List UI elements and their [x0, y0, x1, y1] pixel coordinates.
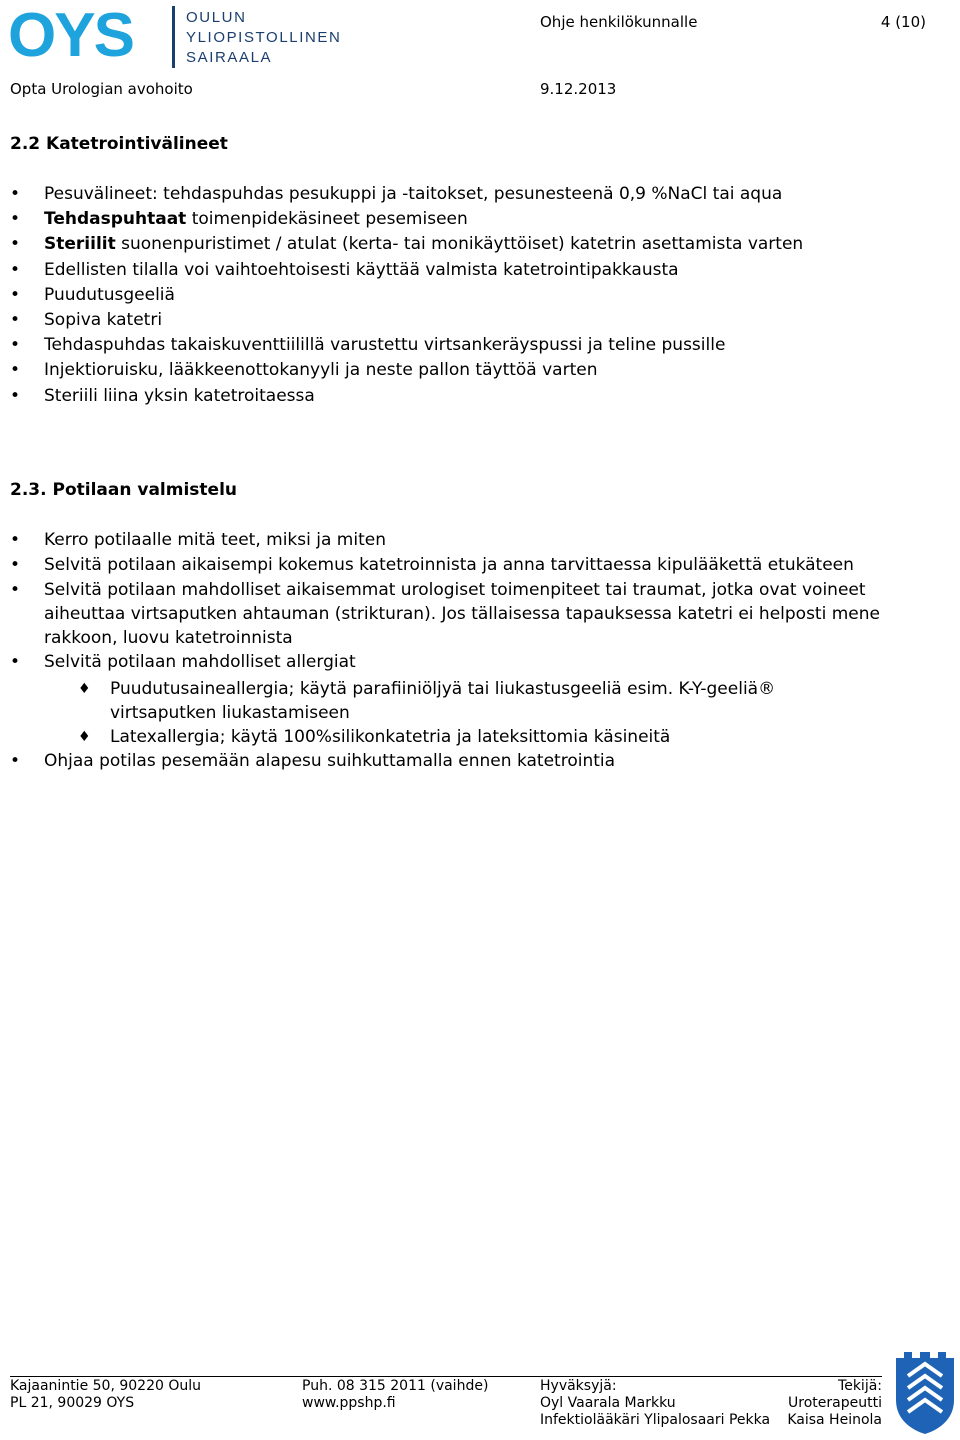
list-item: • Selvitä potilaan mahdolliset aikaisemmat urologiset toimenpiteet tai traumat, jotka ovat voineet aiheuttaa virtsaputken ahtauman (strikturan). Jos tällaisessa tapauksessa katetri ei helposti mene rakkoon, luovu katetroinnista: [10, 578, 890, 650]
list-item: • Pesuvälineet: tehdaspuhdas pesukuppi ja -taitokset, pesunesteenä 0,9 %NaCl tai aqua: [10, 182, 940, 207]
footer-address-line-1: Kajaanintie 50, 90220 Oulu: [10, 1378, 201, 1394]
unit-name: Opta Urologian avohoito: [10, 80, 193, 98]
list-item: • Selvitä potilaan aikaisempi kokemus katetroinnista ja anna tarvittaessa kipulääkettä etukäteen: [10, 553, 890, 578]
list-item: • Steriilit suonenpuristimet / atulat (kerta- tai monikäyttöiset) katetrin asettamista varten: [10, 232, 940, 257]
author-title: Uroterapeutti: [788, 1395, 882, 1411]
list-item: • Steriili liina yksin katetroitaessa: [10, 384, 940, 409]
logo-line-3: SAIRAALA: [186, 49, 273, 66]
list-item: • Edellisten tilalla voi vaihtoehtoisesti käyttää valmista katetrointipakkausta: [10, 258, 940, 283]
list-item: • Tehdaspuhtaat toimenpidekäsineet pesemiseen: [10, 207, 940, 232]
logo-divider: [172, 6, 175, 68]
footer-contact: [302, 1378, 488, 1412]
approver-label: Hyväksyjä:: [540, 1378, 617, 1394]
footer-author: [787, 1378, 882, 1429]
approver-2: Infektiolääkäri Ylipalosaari Pekka: [540, 1412, 771, 1428]
footer-divider: [10, 1376, 882, 1377]
list-item: • Kerro potilaalle mitä teet, miksi ja miten: [10, 528, 890, 553]
list-item: • Tehdaspuhdas takaiskuventtiilillä varustettu virtsankeräyspussi ja teline pussille: [10, 333, 940, 358]
equipment-list: [10, 182, 940, 409]
list-item: • Selvitä potilaan mahdolliset allergiat ♦ Puudutusaineallergia; käytä parafiiniöljyä tai liukastusgeeliä esim. K-Y-geeliä® virtsaputken liukastamiseen ♦ Latexallergia; käytä 100%silikonkatetria ja lateksittomia käsineitä: [10, 650, 890, 748]
logo-line-2: YLIOPISTOLLINEN: [186, 29, 342, 46]
sub-list-item: ♦ Latexallergia; käytä 100%silikonkatetria ja lateksittomia käsineitä: [10, 725, 810, 749]
list-item: • Ohjaa potilas pesemään alapesu suihkuttamalla ennen katetrointia: [10, 749, 890, 774]
author-label: Tekijä:: [838, 1378, 882, 1394]
list-item: • Puudutusgeeliä: [10, 283, 940, 308]
list-item: • Sopiva katetri: [10, 308, 940, 333]
footer-approver: [540, 1378, 770, 1429]
list-item: • Injektioruisku, lääkkeenottokanyyli ja neste pallon täyttöä varten: [10, 358, 940, 383]
footer-address: [10, 1378, 201, 1412]
section-title-2-3: 2.3. Potilaan valmistelu: [10, 480, 238, 500]
document-date: 9.12.2013: [540, 80, 617, 98]
footer-website: www.ppshp.fi: [302, 1395, 396, 1411]
footer-address-line-2: PL 21, 90029 OYS: [10, 1395, 135, 1411]
logo-line-1: OULUN: [186, 9, 247, 26]
sub-list-item: ♦ Puudutusaineallergia; käytä parafiiniöljyä tai liukastusgeeliä esim. K-Y-geeliä® virtsaputken liukastamiseen: [10, 677, 810, 725]
district-crest-icon: [894, 1350, 956, 1434]
logo-wordmark: OYS: [8, 1, 133, 70]
footer-phone: Puh. 08 315 2011 (vaihde): [302, 1378, 489, 1394]
section-title-2-2: 2.2 Katetrointivälineet: [10, 134, 228, 154]
author-name: Kaisa Heinola: [787, 1412, 882, 1428]
page-number: 4 (10): [880, 13, 926, 31]
approver-1: Oyl Vaarala Markku: [540, 1395, 676, 1411]
allergy-sublist: [10, 677, 810, 749]
oys-logo: [8, 1, 348, 70]
preparation-list: [10, 528, 890, 774]
document-type: Ohje henkilökunnalle: [540, 13, 698, 31]
logo-hospital-name: [186, 8, 341, 68]
